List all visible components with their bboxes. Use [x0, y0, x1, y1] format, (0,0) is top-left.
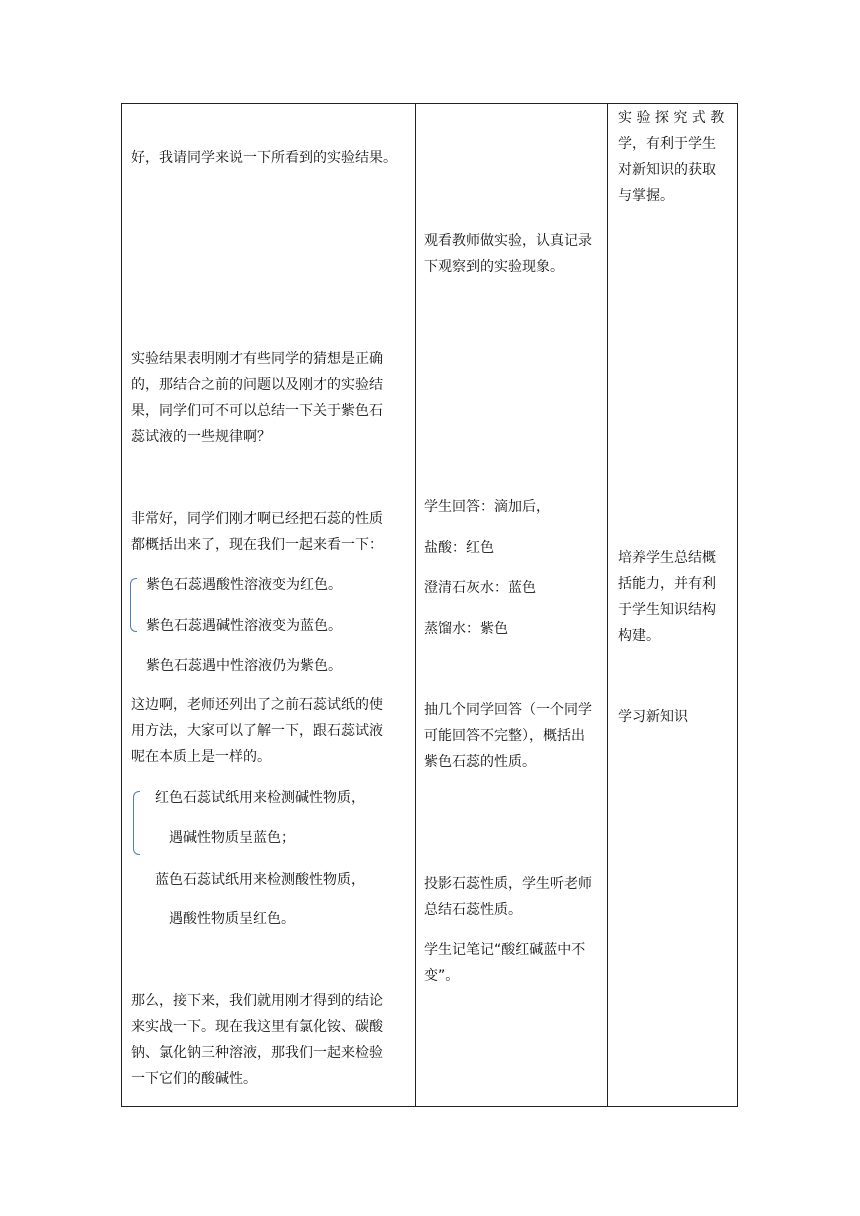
teacher-text: 非常好，同学们刚才啊已经把石蕊的性质 [131, 511, 383, 527]
teacher-text: 的，那结合之前的问题以及刚才的实验结 [131, 377, 383, 393]
student-text: 紫色石蕊的性质。 [424, 754, 536, 770]
student-text: 盐酸：红色 [424, 540, 494, 556]
teacher-text: 呢在本质上是一样的。 [131, 749, 271, 765]
student-text: 变”。 [424, 968, 460, 984]
litmus-rule: 紫色石蕊遇中性溶液仍为紫色。 [146, 658, 342, 674]
student-text: 抽几个同学回答（一个同学 [424, 702, 592, 718]
teacher-text: 一下它们的酸碱性。 [131, 1071, 257, 1087]
intent-text: 对新知识的获取 [618, 162, 716, 178]
intent-text: 括能力，并有利 [618, 576, 716, 592]
intent-text: 于学生知识结构 [618, 602, 716, 618]
teacher-text: 用方法，大家可以了解一下，跟石蕊试液 [131, 723, 383, 739]
paper-rule: 红色石蕊试纸用来检测碱性物质， [155, 790, 365, 806]
litmus-rule: 紫色石蕊遇酸性溶液变为红色。 [146, 577, 342, 593]
student-text: 总结石蕊性质。 [424, 902, 522, 918]
intent-text: 培养学生总结概 [618, 550, 716, 566]
paper-rule: 遇酸性物质呈红色。 [169, 911, 295, 927]
intent-text: 构建。 [618, 628, 660, 644]
intent-text: 学习新知识 [618, 709, 688, 725]
intent-text: 与掌握。 [618, 188, 674, 204]
student-text: 学生回答：滴加后， [424, 499, 550, 515]
teacher-text: 蕊试液的一些规律啊？ [131, 429, 271, 445]
column-divider [415, 103, 416, 1107]
teacher-text: 那么，接下来，我们就用刚才得到的结论 [131, 993, 383, 1009]
teacher-text: 好，我请同学来说一下所看到的实验结果。 [131, 150, 397, 166]
bracket [133, 791, 140, 855]
paper-rule: 遇碱性物质呈蓝色； [169, 830, 295, 846]
column-divider [607, 103, 608, 1107]
teacher-text: 实验结果表明刚才有些同学的猜想是正确 [131, 351, 383, 367]
teacher-text: 这边啊，老师还列出了之前石蕊试纸的使 [131, 697, 383, 713]
student-text: 可能回答不完整），概括出 [424, 728, 585, 744]
teacher-text: 钠、氯化钠三种溶液，那我们一起来检验 [131, 1045, 383, 1061]
paper-rule: 蓝色石蕊试纸用来检测酸性物质， [155, 872, 365, 888]
intent-text: 学，有利于学生 [618, 136, 716, 152]
teacher-text: 都概括出来了，现在我们一起来看一下： [131, 537, 383, 553]
student-text: 蒸馏水：紫色 [424, 621, 508, 637]
student-text: 学生记笔记“酸红碱蓝中不 [424, 942, 586, 958]
student-text: 投影石蕊性质，学生听老师 [424, 876, 592, 892]
litmus-rule: 紫色石蕊遇碱性溶液变为蓝色。 [146, 618, 342, 634]
teacher-text: 来实战一下。现在我这里有氯化铵、碳酸 [131, 1019, 383, 1035]
teacher-text: 果，同学们可不可以总结一下关于紫色石 [131, 403, 383, 419]
intent-text: 实 验 探 究 式 教 [618, 110, 725, 126]
student-text: 观看教师做实验，认真记录 [424, 233, 592, 249]
student-text: 下观察到的实验现象。 [424, 259, 564, 275]
student-text: 澄清石灰水：蓝色 [424, 580, 536, 596]
bracket [130, 578, 137, 632]
